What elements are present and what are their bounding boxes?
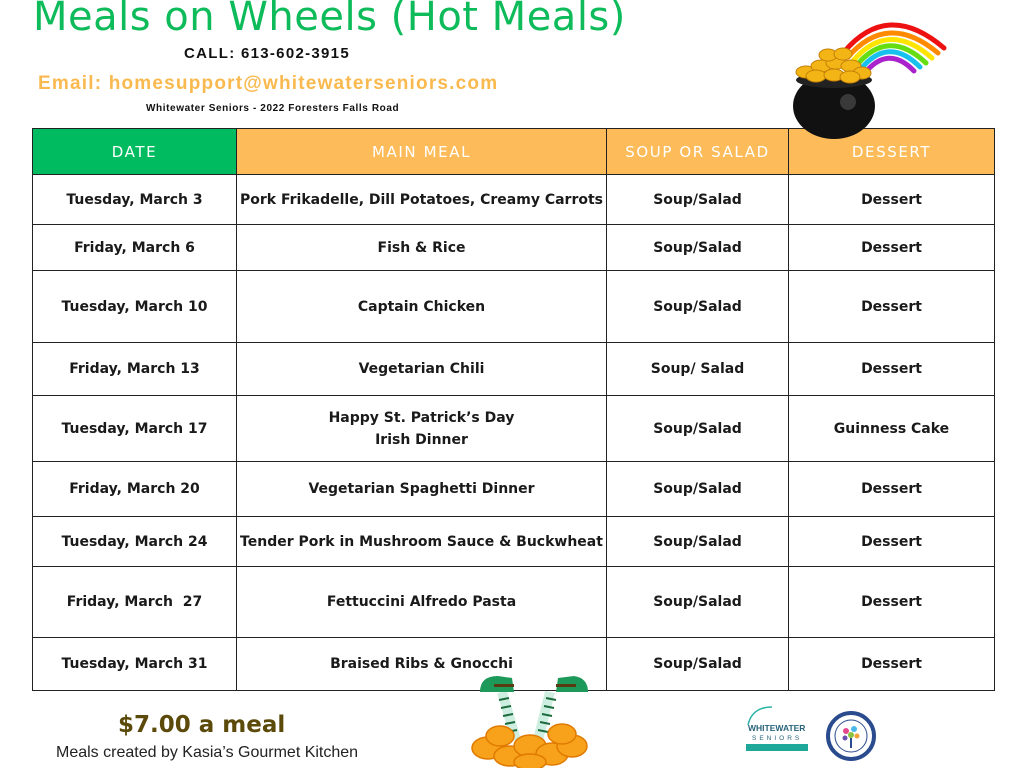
cell-main-meal: Braised Ribs & Gnocchi bbox=[237, 638, 607, 691]
table-row bbox=[33, 271, 995, 343]
header-dessert: DESSERT bbox=[789, 129, 995, 175]
cell-main-meal-festive bbox=[237, 396, 607, 462]
header-soup-or-salad: SOUP OR SALAD bbox=[607, 129, 789, 175]
cell-main-meal: Vegetarian Chili bbox=[237, 343, 607, 396]
cell-soup: Soup/Salad bbox=[607, 175, 789, 225]
cell-dessert: Dessert bbox=[789, 462, 995, 517]
kitchen-credit: Meals created by Kasia’s Gourmet Kitchen bbox=[56, 744, 359, 761]
cell-dessert: Dessert bbox=[789, 271, 995, 343]
price-per-meal: $7.00 a meal bbox=[118, 712, 286, 738]
email-address: Email: homesupport@whitewaterseniors.com bbox=[38, 73, 499, 94]
meal-schedule-table bbox=[32, 128, 995, 691]
cell-date: Tuesday, March 24 bbox=[33, 517, 237, 567]
cell-main-meal: Vegetarian Spaghetti Dinner bbox=[237, 462, 607, 517]
cell-dessert: Dessert bbox=[789, 638, 995, 691]
cell-main-meal: Tender Pork in Mushroom Sauce & Buckwheat bbox=[237, 517, 607, 567]
district-seniors-seal-logo bbox=[826, 711, 876, 761]
table-row bbox=[33, 225, 995, 271]
leprechaun-legs-coins-icon bbox=[466, 668, 594, 768]
table-row bbox=[33, 175, 995, 225]
cell-dessert: Dessert bbox=[789, 175, 995, 225]
table-row bbox=[33, 462, 995, 517]
table-row bbox=[33, 567, 995, 638]
cell-soup: Soup/ Salad bbox=[607, 343, 789, 396]
cell-date: Tuesday, March 31 bbox=[33, 638, 237, 691]
pot-of-gold-rainbow-icon bbox=[776, 8, 951, 140]
cell-date: Tuesday, March 17 bbox=[33, 396, 237, 462]
cell-date: Tuesday, March 10 bbox=[33, 271, 237, 343]
logo-subtitle: SENIORS bbox=[752, 735, 803, 742]
cell-soup: Soup/Salad bbox=[607, 567, 789, 638]
cell-dessert: Dessert bbox=[789, 567, 995, 638]
festive-line-1: Happy St. Patrick’s Day bbox=[328, 409, 515, 426]
cell-soup: Soup/Salad bbox=[607, 638, 789, 691]
logo-wordmark: WHITEWATER bbox=[748, 723, 806, 733]
cell-date: Friday, March 6 bbox=[33, 225, 237, 271]
page-title: Meals on Wheels (Hot Meals) bbox=[33, 0, 626, 40]
whitewater-seniors-logo bbox=[742, 703, 812, 755]
cell-soup: Soup/Salad bbox=[607, 462, 789, 517]
cell-date: Tuesday, March 3 bbox=[33, 175, 237, 225]
table-row bbox=[33, 343, 995, 396]
header-main-meal: MAIN MEAL bbox=[237, 129, 607, 175]
cell-dessert: Dessert bbox=[789, 225, 995, 271]
cell-soup: Soup/Salad bbox=[607, 271, 789, 343]
table-row bbox=[33, 517, 995, 567]
table-row bbox=[33, 396, 995, 462]
header-date: DATE bbox=[33, 129, 237, 175]
cell-dessert: Dessert bbox=[789, 343, 995, 396]
cell-date: Friday, March 20 bbox=[33, 462, 237, 517]
address: Whitewater Seniors - 2022 Foresters Falls Road bbox=[146, 103, 400, 114]
cell-main-meal: Captain Chicken bbox=[237, 271, 607, 343]
cell-main-meal: Fettuccini Alfredo Pasta bbox=[237, 567, 607, 638]
phone-number: CALL: 613-602-3915 bbox=[184, 45, 350, 62]
cell-dessert: Dessert bbox=[789, 517, 995, 567]
cell-main-meal: Fish & Rice bbox=[237, 225, 607, 271]
cell-soup: Soup/Salad bbox=[607, 225, 789, 271]
festive-line-2: Irish Dinner bbox=[375, 431, 468, 448]
cell-date: Friday, March 13 bbox=[33, 343, 237, 396]
cell-dessert-festive: Guinness Cake bbox=[789, 396, 995, 462]
cell-main-meal: Pork Frikadelle, Dill Potatoes, Creamy Carrots bbox=[237, 175, 607, 225]
cell-soup: Soup/Salad bbox=[607, 396, 789, 462]
cell-soup: Soup/Salad bbox=[607, 517, 789, 567]
cell-date: Friday, March 27 bbox=[33, 567, 237, 638]
